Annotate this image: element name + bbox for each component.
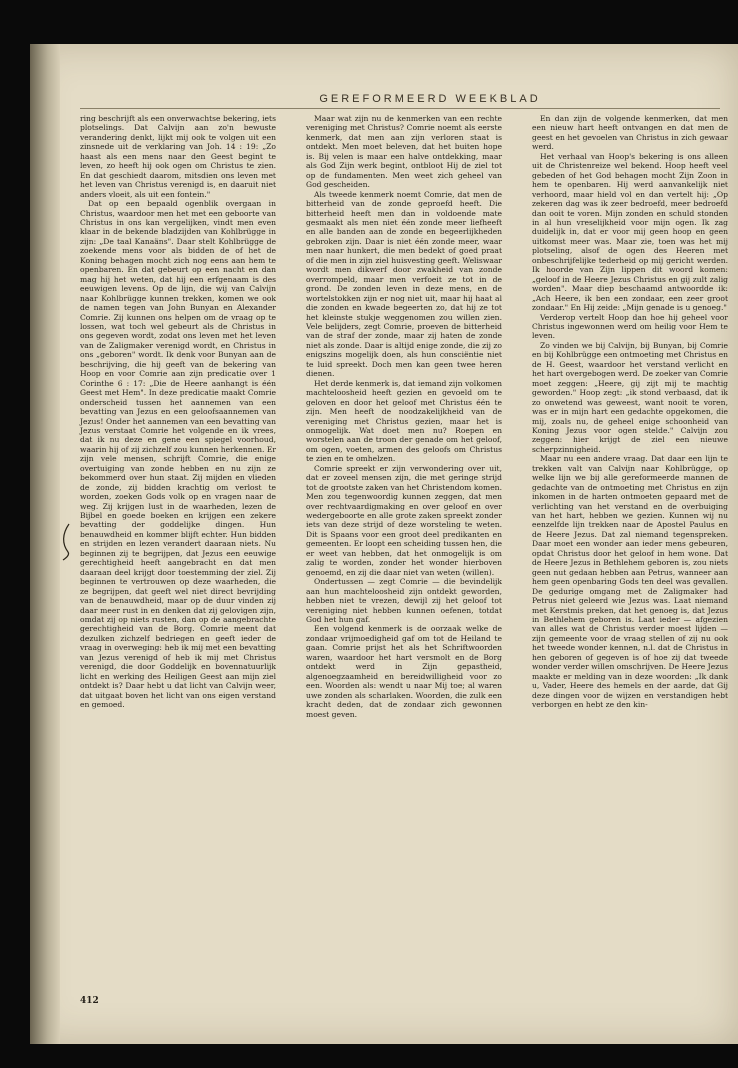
newspaper-page [30,44,738,1044]
pencil-mark-icon [60,522,72,562]
page-number: 412 [80,996,99,1006]
paragraph: Verderop vertelt Hoop dan hoe hij geheel voor Christus ingewonnen werd om heilig voor Hem te leven. [532,312,728,341]
paragraph: Het verhaal van Hoop's bekering is ons alleen uit de Christenreize wel bekend. Hoop heeft veel gebeden of het God behagen mocht Zijn Zoon in hem te openbaren. Hij werd aanvankelijk niet verhoord, maar hield vol en dan vertelt hij: „Op zekeren dag was ik zeer bedroefd, meer bedroefd dan ooit te voren. Mijn zonden en schuld stonden in al hun vreselijkheid voor mijn ogen. Ik zag duidelijk in, dat er voor mij geen hoop en geen uitkomst meer was. Maar zie, toen was het mij plotseling, alsof de ogen des Heeren met onbeschrijfelijke tederheid op mij gericht werden. Ik hoorde van Zijn lippen dit woord komen: „geloof in de Heere Jezus Christus en gij zult zalig worden". Maar diep beschaamd antwoordde ik: „Ach Heere, ik ben een zondaar, een zeer groot zondaar." En Hij zeide: „Mijn genade is u genoeg." [532,151,728,313]
paragraph: En dan zijn de volgende kenmerken, dat men een nieuw hart heeft ontvangen en dat men de geest en het gevoelen van Christus in zich gewaar werd. [532,114,728,152]
paragraph: Het derde kenmerk is, dat iemand zijn volkomen machteloosheid heeft gezien en gevoeld om te geloven en door het geloof met Christus één te zijn. Men heeft de noodzakelijkheid van de vereniging met Christus gezien, maar het is onmogelijk. Wat doet men nu? Roepen en worstelen aan de troon der genade om het geloof, om ogen, voeten, armen des geloofs om Christus te zien en te omhelzen. [306,378,502,464]
paragraph: Een volgend kenmerk is de oorzaak welke de zondaar vrijmoedigheid gaf om tot de Heiland te gaan. Comrie prijst het als het Schriftwoorden waren, waardoor het hart versmolt en de Borg ontdekt werd in Zijn gepastheid, algenoegzaamheid en bereidwilligheid voor zo een. Woorden als: wendt u naar Mij toe; al waren uwe zonden als scharlaken. Woorden, die zulk een kracht deden, dat de zondaar zich gewonnen moest geven. [306,624,502,719]
paragraph: Zo vinden we bij Calvijn, bij Bunyan, bij Comrie en bij Kohlbrügge een ontmoeting met Christus en de H. Geest, waardoor het verstand verlicht en het hart overgebogen werd. De zoeker van Comrie moet zeggen: „Heere, gij zijt mij te machtig geworden." Hoop zegt: „ik stond verbaasd, dat ik zo onwetend was geweest, want nooit te voren, was er in mijn hart een gedachte opgekomen, die mij, zoals nu, de geheel enige schoonheid van Koning Jezus voor ogen stelde." Calvijn zou zeggen: hier krijgt de ziel een nieuwe scherpzinnigheid. [532,340,728,454]
paragraph: ring beschrijft als een onverwachtse bekering, iets plotselings. Dat Calvijn aan zo'n bewuste verandering denkt, lijkt mij ook te volgen uit een zinsnede uit de verklaring van Joh. 14 : 19: „Zo haast als een mens naar den Geest begint te leven, zo heeft hij ook ogen om Christus te zien. En dat geschiedt daarom, mitsdien ons leven met het leven van Christus verenigd is, en daaruit niet anders vloeit, als uit een fontein." [80,114,276,199]
paragraph: Comrie spreekt er zijn verwondering over uit, dat er zoveel mensen zijn, die met geringe strijd tot de grootste zaken van het Christendom komen. Men zou tegenwoordig kunnen zeggen, dat men over rechtvaardigmaking en over geloof en over wedergeboorte en alle grote zaken spreekt zonder iets van deze strijd of deze worsteling te weten. Dit is Spaans voor een groot deel predikanten en gemeenten. Er loopt een scheiding tussen hen, die er weet van hebben, dat het onmogelijk is om zalig te worden, zonder het wonder hierboven genoemd, en zij die daar niet van weten (willen). [306,463,502,577]
paragraph: Maar wat zijn nu de kenmerken van een rechte vereniging met Christus? Comrie noemt als eerste kenmerk, dat men aan zijn verloren staat is ontdekt. Men moet beleven, dat het buiten hope is. Bij velen is maar een halve ontdekking, maar als God Zijn werk begint, ontbloot Hij de ziel tot op de fundamenten. Men weet zich geheel van God gescheiden. [306,114,502,190]
page-header: GEREFORMEERD WEEKBLAD [319,93,541,105]
header-rule [80,108,720,109]
paragraph: Maar nu een andere vraag. Dat daar een lijn te trekken valt van Calvijn naar Kohlbrügge, op welke lijn we bij alle gereformeerde mannen de gedachte van de ontmoeting met Christus en zijn inkomen in de harten ontmoeten gepaard met de verlichting van het verstand en de overbuiging van het hart, hebben we gezien. Kunnen wij nu eenzelfde lijn trekken naar de Apostel Paulus en de Heere Jezus. Dat zal niemand tegenspreken. Daar moet een wonder aan ieder mens gebeuren, opdat Christus door het geloof in hem wone. Dat de Heere Jezus in Bethlehem geboren is, zou niets geen nut gedaan hebben aan Petrus, wanneer aan hem geen openbaring Gods ten deel was gevallen. De gedurige omgang met de Zaligmaker had Petrus niet geleerd wie Jezus was. Laat niemand met Kerstmis preken, dat het genoeg is, dat Jezus in Bethlehem geboren is. Laat ieder — afgezien van alles wat de Christus verder moest lijden — zijn gemeente voor de vraag stellen of zij nu ook het tweede wonder kennen, n.l. dat de Christus in hen geboren of gegeven is of hoe zij dat tweede wonder verder willen omschrijven. De Heere Jezus maakte er melding van in deze woorden: „Ik dank u, Vader, Heere des hemels en der aarde, dat Gij deze dingen voor de wijzen en verstandigen hebt verborgen en hebt ze den kin- [532,454,728,710]
paragraph: Als tweede kenmerk noemt Comrie, dat men de bitterheid van de zonde geproefd heeft. Die bitterheid heeft men dan in voldoende mate gesmaakt als men niet één zonde meer liefheeft en alle banden aan de zonde en begeerlijkheden gebroken zijn. Daar is niet één zonde meer, waar men naar hunkert, die men bedekt of goed praat of die men in zijn ziel huisvesting geeft. Weliswaar wordt men dikwerf door zwakheid van zonde overrompeld, maar men verfoeit ze tot in de grond. De zonden leven in deze mens, en de wortelstokken zijn er nog niet uit, maar hij haat al die zonden en kwade begeerten zo, dat hij ze tot het kleinste stukje weggenomen zou willen zien. Vele belijders, zegt Comrie, proeven de bitterheid van de straf der zonde, maar zij haten de zonde niet als zonde. Daar is altijd enige zonde, die zij zo enigszins mogelijk doen, als hun consciëntie niet te luid spreekt. Doch men kan geen twee heren dienen. [306,189,502,379]
paragraph: Ondertussen — zegt Comrie — die bevindelijk aan hun machteloosheid zijn ontdekt geworden, hebben niet te vrezen, dewijl zij het geloof tot vereniging niet hebben kunnen oefenen, totdat God het hun gaf. [306,577,502,625]
paragraph: Dat op een bepaald ogenblik overgaan in Christus, waardoor men het met een geboorte van Christus in ons kan vergelijken, vindt men even klaar in de bekende bladzijden van Kohlbrügge in zijn: „De taal Kanaäns". Daar stelt Kohlbrügge de zoekende mens voor als bidden de of het de Koning behagen mocht zich nog eens aan hem te openbaren. En dat gebeurt op een nacht en dan mag hij het weten, dat hij een erfgenaam is des eeuwigen levens. Op de lijn, die wij van Calvijn naar Kohlbrügge kunnen trekken, komen we ook de namen tegen van John Bunyan en Alexander Comrie. Zij kunnen ons helpen om de vraag op te lossen, wat toch wel gebeurt als de Christus in ons gegeven wordt, zodat ons leven met het leven van de Zaligmaker verenigd wordt, en Christus in ons „geboren" wordt. Ik denk voor Bunyan aan de beschrijving, die hij geeft van de bekering van Hoop en voor Comrie aan zijn predicatie over 1 Corinthe 6 : 17: „Die de Heere aanhangt is één Geest met Hem". In deze predicatie maakt Comrie onderscheid tussen het aannemen van een bevatting van Jezus en een geloofsaannemen van Jezus! Onder het aannemen van een bevatting van Jezus verstaat Comrie het volgende en ik vrees, dat ik nu deze en gene een spiegel voorhoud, waarin hij of zij zichzelf zou kunnen herkennen. Er zijn vele mensen, schrijft Comrie, die enige overtuiging van zonde hebben en nu zijn ze bekommerd over hun staat. Zij mijden en vlieden de zonde, zij bidden krachtig om verlost te worden, zoeken Gods volk op en vragen naar de weg. Zij krijgen lust in de waarheden, lezen de Bijbel en goede boeken en krijgen een zekere bevatting der goddelijke dingen. Hun benauwdheid en kommer blijft echter. Hun bidden en strijden en lezen verandert daaraan niets. Nu beginnen zij te begrijpen, dat Jezus een eeuwige gerechtigheid heeft aangebracht en dat men daaraan deel krijgt door toestemming der ziel. Zij beginnen te vertrouwen op deze waarheden, die ze begrijpen, dat geeft wel niet direct bevrijding van de benauwdheid, maar op de duur vinden zij daar meer rust in en denken dat zij gelovigen zijn, omdat zij op niets rusten, dan op de aangebrachte gerechtigheid van de Borg. Comrie meent dat dezulken zichzelf bedriegen en geeft ieder de vraag in overweging: heb ik mij met een bevatting van Jezus verenigd of heb ik mij met Christus verenigd, die door Goddelijk en bovennatuurlijk licht en werking des Heiligen Geest aan mijn ziel ontdekt is? Daar hebt u dat licht van Calvijn weer, dat uitgaat boven het licht van ons eigen verstand en gemoed. [80,199,276,710]
column-2 [306,114,502,719]
column-1 [80,114,276,710]
page-binding-shadow [30,44,60,1044]
column-3 [532,114,728,710]
